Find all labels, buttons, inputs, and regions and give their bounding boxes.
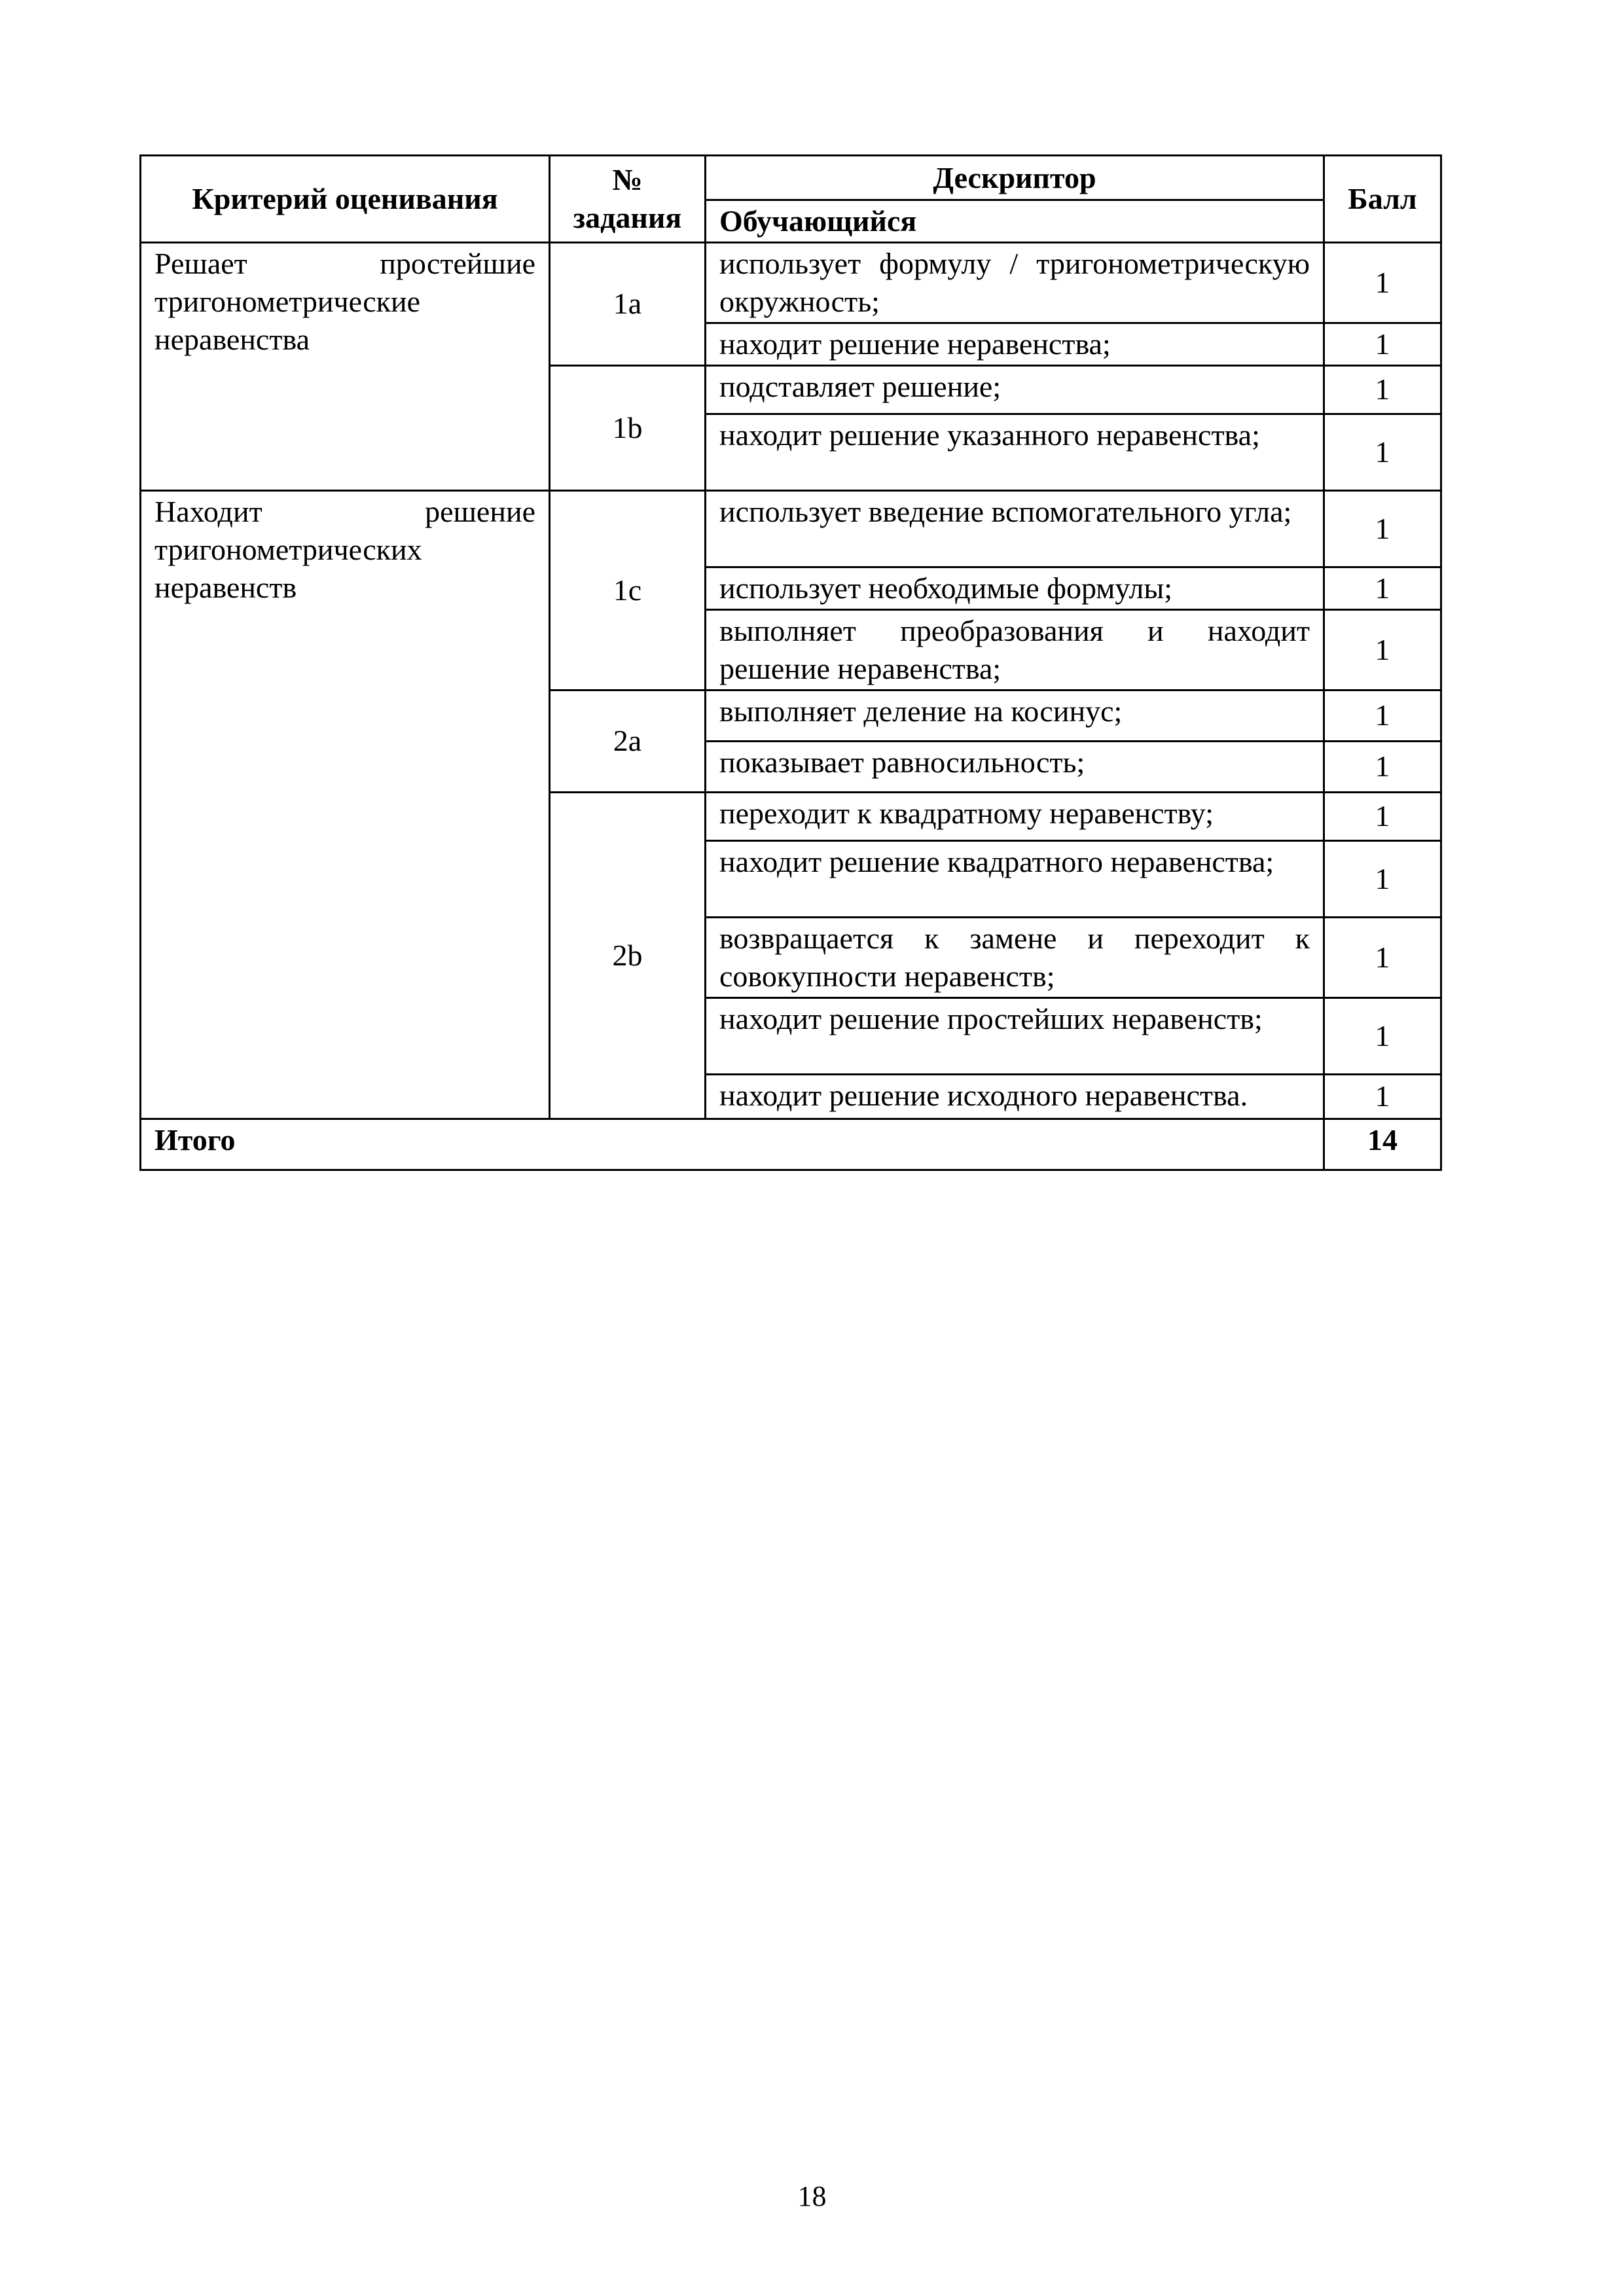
score-cell: 1 <box>1324 414 1441 490</box>
descriptor-cell: возвращается к замене и переходит к совокупности неравенств; <box>706 917 1324 997</box>
total-value: 14 <box>1324 1119 1441 1170</box>
score-cell: 1 <box>1324 242 1441 323</box>
score-cell: 1 <box>1324 323 1441 365</box>
score-cell: 1 <box>1324 997 1441 1074</box>
descriptor-cell: находит решение неравенства; <box>706 323 1324 365</box>
task-number-cell: 2b <box>550 792 706 1119</box>
header-row <box>141 156 1441 200</box>
header-task-number: № задания <box>550 156 706 243</box>
task-number-cell: 1b <box>550 365 706 490</box>
table-row <box>141 242 1441 323</box>
score-cell: 1 <box>1324 365 1441 414</box>
descriptor-cell: находит решение квадратного неравенства; <box>706 840 1324 917</box>
score-cell: 1 <box>1324 917 1441 997</box>
score-cell: 1 <box>1324 741 1441 792</box>
total-label: Итого <box>141 1119 1324 1170</box>
page-number: 18 <box>797 2180 827 2212</box>
descriptor-cell: переходит к квадратному неравенству; <box>706 792 1324 840</box>
score-cell: 1 <box>1324 690 1441 741</box>
table-row <box>141 490 1441 567</box>
assessment-rubric-table <box>139 154 1442 1171</box>
task-number-cell: 2a <box>550 690 706 792</box>
score-cell: 1 <box>1324 490 1441 567</box>
descriptor-cell: подставляет решение; <box>706 365 1324 414</box>
descriptor-cell: использует необходимые формулы; <box>706 567 1324 609</box>
score-cell: 1 <box>1324 609 1441 690</box>
descriptor-cell: использует введение вспомогательного угла; <box>706 490 1324 567</box>
task-number-cell: 1c <box>550 490 706 690</box>
descriptor-cell: выполняет деление на косинус; <box>706 690 1324 741</box>
score-cell: 1 <box>1324 792 1441 840</box>
descriptor-cell: использует формулу / тригонометрическую окружность; <box>706 242 1324 323</box>
score-cell: 1 <box>1324 567 1441 609</box>
criterion-cell: Решает простейшие тригонометрические неравенства <box>141 242 550 490</box>
score-cell: 1 <box>1324 840 1441 917</box>
descriptor-cell: находит решение указанного неравенства; <box>706 414 1324 490</box>
criterion-cell: Находит решение тригонометрических неравенств <box>141 490 550 1119</box>
header-criterion: Критерий оценивания <box>141 156 550 243</box>
header-learner: Обучающийся <box>706 200 1324 243</box>
total-row <box>141 1119 1441 1170</box>
header-descriptor: Дескриптор <box>706 156 1324 200</box>
descriptor-cell: показывает равносильность; <box>706 741 1324 792</box>
descriptor-cell: находит решение исходного неравенства. <box>706 1074 1324 1119</box>
descriptor-cell: выполняет преобразования и находит решение неравенства; <box>706 609 1324 690</box>
header-score: Балл <box>1324 156 1441 243</box>
task-number-cell: 1a <box>550 242 706 365</box>
score-cell: 1 <box>1324 1074 1441 1119</box>
descriptor-cell: находит решение простейших неравенств; <box>706 997 1324 1074</box>
